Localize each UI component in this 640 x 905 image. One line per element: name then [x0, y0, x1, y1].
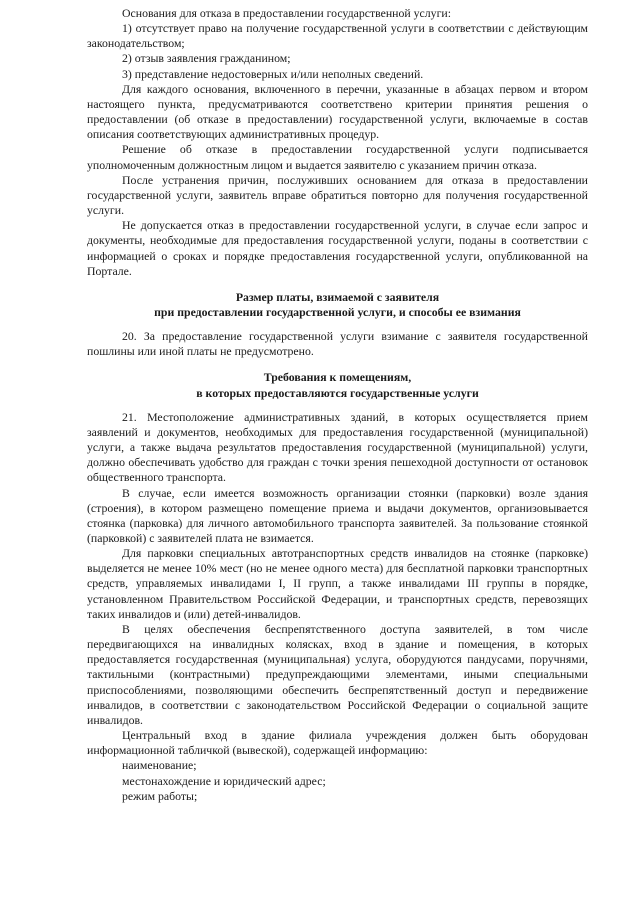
paragraph: В случае, если имеется возможность организации стоянки (парковки) возле здания (строения), в котором размещено помещение приема и выдачи документов, организовывается стоянка (парковка) для личного автомобильного транспорта заявителей. За пользование стоянкой (парковкой) с заявителей плата не взимается.: [87, 485, 588, 545]
section-heading: в которых предоставляются государственные услуги: [196, 385, 479, 400]
refusal-grounds-section: [87, 6, 588, 279]
premises-requirements-section: [87, 370, 588, 803]
paragraph: Центральный вход в здание филиала учреждения должен быть оборудован информационной табличкой (вывеской), содержащей информацию:: [87, 728, 588, 758]
paragraph: Решение об отказе в предоставлении государственной услуги подписывается уполномоченным должностным лицом и выдается заявителю с указанием причин отказа.: [87, 142, 588, 172]
paragraph: 20. За предоставление государственной услуги взимание с заявителя государственной пошлины или иной платы не предусмотрено.: [87, 329, 588, 359]
paragraph: 2) отзыв заявления гражданином;: [122, 51, 291, 66]
paragraph: 1) отсутствует право на получение государственной услуги в соответствии с действующим законодательством;: [87, 21, 588, 51]
paragraph: Для каждого основания, включенного в перечни, указанные в абзацах первом и втором настоящего пункта, предусматриваются соответствено критерии принятия решения о предоставлении (об отказе в предоставлении) государственной услуги, включаемые в состав описания соответствующих административных процедур.: [87, 81, 588, 142]
section-heading: при предоставлении государственной услуги, и способы ее взимания: [154, 304, 521, 319]
section-heading: Требования к помещениям,: [263, 370, 412, 385]
paragraph: После устранения причин, послуживших основанием для отказа в предоставлении государственной услуги, заявитель вправе обратиться повторно для получения государственной услуги.: [87, 172, 588, 218]
paragraph: В целях обеспечения беспрепятственного доступа заявителей, в том числе передвигающихся на инвалидных колясках, вход в здание и помещения, в которых предоставляется государственная (муниципальная) услуга, оборудуются пандусами, поручнями, тактильными (контрастными) предупреждающими элементами, иными специальными приспособлениями, позволяющими обеспечить беспрепятственный доступ и передвижение инвалидов, в соответствии с законодательством Российской Федерации о социальной защите инвалидов.: [87, 621, 588, 727]
section-heading: Размер платы, взимаемой с заявителя: [235, 289, 440, 304]
list-item: режим работы;: [122, 788, 198, 803]
fee-section: [87, 290, 588, 360]
paragraph: Не допускается отказ в предоставлении государственной услуги, в случае если запрос и документы, необходимые для предоставления государственной услуги, поданы в соответствии с информацией о сроках и порядке предоставления государственной услуги, опубликованной на Портале.: [87, 218, 588, 278]
list-item: наименование;: [122, 758, 197, 773]
paragraph: 3) представление недостоверных и/или неполных сведений.: [122, 66, 424, 81]
paragraph: 21. Местоположение административных зданий, в которых осуществляется прием заявлений и документов, необходимых для предоставления государственной (муниципальной) услуги, а также выдача результатов предоставления государственной (муниципальной) услуги, должно обеспечивать удобство для граждан с точки зрения пешеходной доступности от остановок общественного транспорта.: [87, 409, 588, 485]
list-item: местонахождение и юридический адрес;: [122, 773, 326, 788]
paragraph: Основания для отказа в предоставлении государственной услуги:: [122, 6, 451, 20]
paragraph: Для парковки специальных автотранспортных средств инвалидов на стоянке (парковке) выделяется не менее 10% мест (но не менее одного места) для бесплатной парковки транспортных средств, управляемых инвалидами I, II групп, а также инвалидами III группы в порядке, установленном Правительством Российской Федерации, и транспортных средств, перевозящих таких инвалидов и (или) детей-инвалидов.: [87, 546, 588, 621]
